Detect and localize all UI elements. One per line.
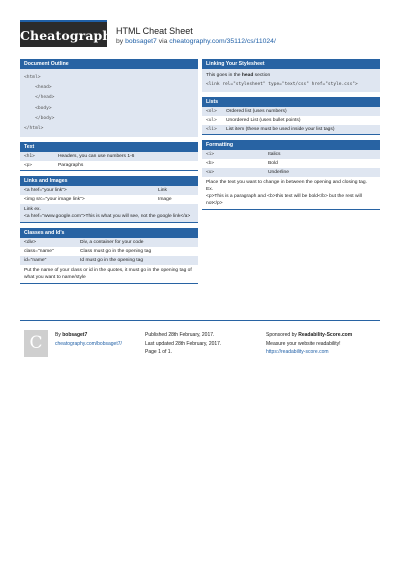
table-row — [202, 168, 380, 177]
table-row — [202, 107, 380, 116]
table-row — [20, 195, 198, 204]
table-row — [20, 256, 198, 265]
note: Put the name of your class or id in the quotes, it must go in the opening tag of what you want to name/style — [20, 265, 198, 284]
desc-cell: Class must go in the opening tag — [80, 249, 152, 255]
author-link[interactable]: bobsaget7 — [125, 38, 157, 45]
text-post: section — [253, 73, 271, 78]
code-cell: class="name" — [24, 249, 54, 255]
right-column — [202, 59, 380, 215]
section-header: Text — [20, 142, 198, 152]
table-row — [202, 125, 380, 135]
desc-cell: Bold — [268, 161, 278, 166]
tag-cell: <li> — [206, 127, 217, 132]
code-line: </body> — [24, 115, 55, 121]
note-line: Link ex. — [24, 207, 41, 213]
stylesheet-text — [206, 72, 376, 81]
cheatography-logo[interactable]: Cheatography — [20, 20, 107, 47]
page-title: HTML Cheat Sheet — [116, 26, 193, 36]
code-block — [20, 69, 198, 137]
desc-cell: Ordered list (uses numbers) — [226, 109, 287, 114]
code-line: <body> — [24, 105, 52, 111]
desc-cell: Div, a container for your code — [80, 240, 144, 246]
by-prefix: by — [116, 38, 126, 45]
note — [20, 204, 198, 223]
footer-dates — [145, 331, 221, 357]
tag-cell: <b> — [206, 161, 215, 166]
desc-cell: Unordered List (uses bullet points) — [226, 118, 301, 123]
document-outline-section — [20, 59, 198, 137]
formatting-note — [202, 177, 380, 210]
via-text: via — [156, 38, 170, 45]
code-line: </html> — [24, 126, 44, 132]
desc-cell: Paragraphs — [58, 163, 84, 169]
desc-cell: Link — [158, 188, 167, 194]
stylesheet-body — [202, 69, 380, 92]
code-line: <html> — [24, 75, 41, 80]
note-line: <p>This is a paragraph and <b>this text will be bold</b> but the rest will not</p> — [206, 194, 362, 206]
table-row — [202, 159, 380, 168]
desc-cell: Id must go in the opening tag — [80, 258, 144, 264]
linking-stylesheet-section — [202, 59, 380, 92]
tag-cell: <ul> — [206, 118, 217, 123]
text-pre: This goes in the — [206, 73, 242, 78]
code-cell: <div> — [24, 240, 36, 246]
sponsor-url[interactable]: https://readability-score.com — [266, 349, 329, 356]
sponsor-name[interactable]: Readability-Score.com — [298, 332, 353, 338]
sponsor-text: Measure your website readability! — [266, 340, 341, 347]
footer-sponsor — [266, 331, 352, 357]
stylesheet-code: <link rel="stylesheet" type="text/css" href="style.css"> — [206, 81, 358, 87]
formatting-section — [202, 140, 380, 210]
note-line: <a href="www.google.com">This is what you will see, not the google link</a> — [24, 214, 191, 220]
section-header: Linking Your Stylesheet — [202, 59, 380, 69]
classes-ids-section — [20, 228, 198, 284]
by-label: By — [55, 332, 63, 338]
section-header: Classes and Id's — [20, 228, 198, 238]
table-row — [20, 152, 198, 161]
text-section — [20, 142, 198, 171]
section-header: Document Outline — [20, 59, 198, 69]
code-cell: <a href="your link"> — [24, 188, 67, 194]
table-row — [202, 150, 380, 159]
desc-cell: Headers, you can use numbers 1-6 — [58, 154, 135, 160]
sheet-url-link[interactable]: cheatography.com/35112/cs/11024/ — [169, 38, 276, 45]
published-date: Published 28th February, 2017. — [145, 332, 215, 338]
code-cell: id="name" — [24, 258, 47, 264]
table-row — [20, 238, 198, 247]
footer-by-line — [55, 331, 122, 340]
section-header: Links and Images — [20, 176, 198, 186]
tag-cell: <h1> — [24, 154, 35, 160]
tag-cell: <p> — [24, 163, 33, 169]
sponsor-pre: Sponsored by — [266, 332, 299, 338]
footer-author-name[interactable]: bobsaget7 — [62, 332, 88, 338]
footer-author — [55, 331, 122, 348]
note-line: Place the text you want to change in between the opening and closing tag. — [206, 180, 367, 185]
table-row — [20, 186, 198, 195]
footer-divider — [20, 320, 380, 321]
footer-author-url[interactable]: cheatography.com/bobsaget7/ — [55, 340, 122, 347]
author-avatar[interactable]: C — [24, 330, 48, 357]
left-column — [20, 59, 198, 289]
note-line: Ex. — [206, 187, 214, 192]
updated-date: Last updated 28th February, 2017. — [145, 340, 222, 347]
links-images-section — [20, 176, 198, 223]
tag-cell: <ol> — [206, 109, 217, 114]
desc-cell: Image — [158, 197, 172, 203]
code-line: <head> — [24, 85, 52, 91]
sponsor-line — [266, 331, 352, 340]
table-row — [20, 161, 198, 171]
code-line: </head> — [24, 95, 55, 101]
text-bold: head — [241, 73, 254, 78]
section-header: Lists — [202, 97, 380, 107]
table-row — [20, 247, 198, 256]
desc-cell: Underline — [268, 170, 289, 175]
desc-cell: List item (these must be used inside your list tags) — [226, 127, 335, 132]
section-header: Formatting — [202, 140, 380, 150]
table-row — [202, 116, 380, 125]
byline — [116, 38, 276, 45]
tag-cell: <u> — [206, 170, 215, 175]
tag-cell: <i> — [206, 152, 215, 157]
code-cell: <img src="your image link"> — [24, 197, 85, 203]
lists-section — [202, 97, 380, 135]
desc-cell: Italics — [268, 152, 281, 157]
page-number: Page 1 of 1. — [145, 349, 172, 356]
